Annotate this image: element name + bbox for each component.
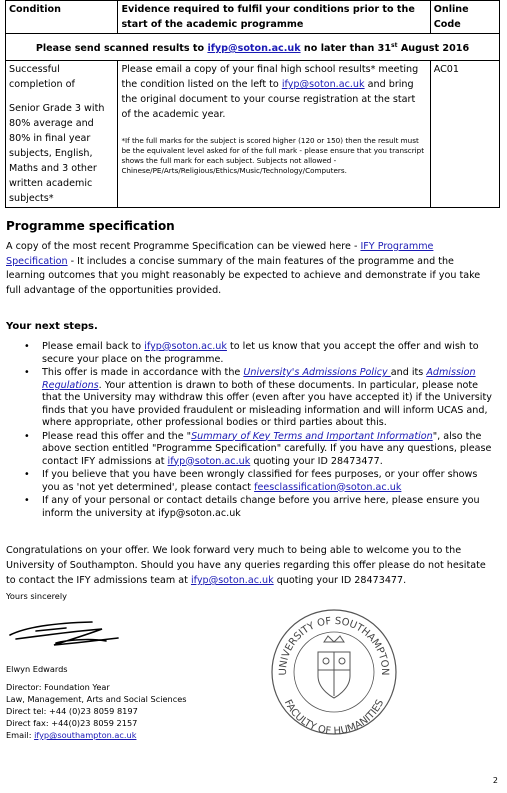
send-results-row — [6, 34, 500, 61]
list-item — [24, 469, 494, 494]
signatory-title: Director: Foundation Year — [6, 682, 110, 692]
condition-line1: Successful completion of — [9, 64, 75, 91]
svg-text:FACULTY OF HUMANITIES — [282, 698, 386, 737]
step4-text: If you believe that you have been wrongly classified for fees purposes, or your offer shows you as 'not yet determined', please contact — [42, 469, 478, 493]
step3-text-tail: quoting your ID 28473477. — [250, 455, 383, 467]
list-item — [24, 341, 494, 366]
yours-sincerely: Yours sincerely — [6, 591, 67, 601]
evidence-text: Please email a copy of your final high school results* meeting the condition listed on the left to — [121, 64, 419, 91]
condition-cell — [6, 61, 118, 208]
bullet-icon: • — [24, 469, 30, 480]
step3-text-mid: ", also the above section entitled "Programme Specification" carefully. If you have any questions, please contact IFY admissions at — [42, 430, 492, 467]
step2-text-tail: . Your attention is drawn to both of these documents. In particular, please note that the University may withdraw this offer (even after you have accepted it) if the University finds that you have provided fraudulent or misleading information and will inform UCAS and, where appropriate, other professional bodies or third parties about this. — [42, 379, 492, 428]
evidence-cell — [118, 61, 430, 208]
spec-text: A copy of the most recent Programme Specification can be viewed here - — [6, 241, 361, 252]
ify-programme-spec-link[interactable]: IFY Programme Specification — [6, 241, 434, 267]
table-header-row — [6, 1, 500, 34]
signatory-email-link[interactable]: ifyp@southampton.ac.uk — [34, 730, 137, 740]
evidence-email-link[interactable]: ifyp@soton.ac.uk — [281, 79, 365, 91]
signatory-fax: Direct fax: +44(0)23 8059 2157 — [6, 718, 138, 728]
fees-classification-link[interactable]: feesclassification@soton.ac.uk — [254, 481, 402, 493]
seal-bottom-text: FACULTY OF HUMANITIES — [281, 698, 387, 738]
step1-text: Please email back to — [42, 341, 145, 352]
closing-text: Congratulations on your offer. We look forward very much to being able to welcome you to the University of Southampton. Should you have any queries regarding this offer please do not hesitate to contact the IFY admissions team at — [6, 545, 486, 586]
header-condition: Condition — [6, 1, 118, 34]
send-results-pre: Please send scanned results to — [35, 43, 208, 55]
bullet-icon: • — [24, 341, 30, 352]
evidence-text-tail: and bring the original document to your course registration at the start of the academic year. — [121, 79, 416, 121]
bullet-icon: • — [24, 495, 30, 506]
programme-spec-paragraph — [6, 240, 496, 298]
header-evidence: Evidence required to fulfil your conditions prior to the start of the academic programme — [118, 1, 430, 34]
signatory-email-label: Email: — [6, 730, 35, 740]
step1-email-link[interactable]: ifyp@soton.ac.uk — [144, 341, 227, 352]
step2-text-mid: and its — [390, 367, 427, 378]
bullet-icon: • — [24, 430, 30, 442]
summary-key-terms-link[interactable]: Summary of Key Terms and Important Information — [191, 430, 433, 442]
step3-email-link[interactable]: ifyp@soton.ac.uk — [167, 455, 251, 467]
spec-text-tail: - It includes a concise summary of the main features of the programme and the learning outcomes that you might reasonably be expected to achieve and demonstrate if you take full advantage of the opportunities provided. — [6, 255, 481, 296]
admissions-policy-link[interactable]: University's Admissions Policy — [243, 367, 391, 378]
closing-email-link[interactable]: ifyp@soton.ac.uk — [190, 575, 274, 586]
signatory-block — [6, 663, 187, 741]
evidence-note: *If the full marks for the subject is scored higher (120 or 150) then the result must be the equivalent level asked for of the full mark - please ensure that you transcript shows the full mark for each subject. Subjects not allowed - Chinese/PE/Arts/Religious/Ethics/Music/Technology/Computers. — [121, 136, 425, 176]
university-seal-stamp — [266, 600, 402, 744]
step2-text: This offer is made in accordance with the — [42, 367, 244, 378]
seal-top-text: UNIVERSITY OF SOUTHAMPTON — [277, 615, 391, 676]
online-code-cell: AC01 — [430, 61, 499, 208]
crest-icon — [318, 636, 350, 698]
header-online-code: Online Code — [430, 1, 499, 34]
bullet-icon: • — [24, 367, 30, 378]
page-number: 2 — [492, 776, 498, 785]
signatory-tel: Direct tel: +44 (0)23 8059 8197 — [6, 706, 138, 716]
signatory-email-line — [6, 729, 187, 741]
handwritten-signature — [6, 613, 124, 653]
signatory-faculty: Law, Management, Arts and Social Sciences — [6, 694, 187, 704]
next-steps-heading: Your next steps. — [6, 321, 98, 332]
step3-text: Please read this offer and the " — [42, 430, 192, 442]
condition-line2: Senior Grade 3 with 80% average and 80% in final year subjects, English, Maths and 3 other written academic subjects* — [9, 103, 105, 205]
admission-regulations-link[interactable]: Admission Regulations — [42, 367, 476, 391]
send-results-email-link[interactable]: ifyp@soton.ac.uk — [207, 43, 301, 55]
send-results-deadline: no later than 31 — [300, 43, 392, 55]
next-steps-list — [24, 341, 494, 520]
conditions-table — [5, 0, 500, 208]
signatory-name: Elwyn Edwards — [6, 664, 68, 674]
table-row — [6, 61, 500, 208]
programme-spec-heading: Programme specification — [6, 219, 175, 233]
send-results-sup: st — [391, 42, 398, 49]
list-item — [24, 431, 494, 469]
list-item — [24, 367, 494, 430]
closing-text-tail: quoting your ID 28473477. — [273, 575, 407, 586]
send-results-deadline-tail: August 2016 — [397, 43, 470, 55]
list-item — [24, 495, 494, 520]
step1-text-tail: to let us know that you accept the offer and wish to secure your place on the programme. — [42, 341, 479, 365]
step5-text: If any of your personal or contact details change before you arrive here, please ensure you inform the university at ifyp@soton.ac.uk — [42, 495, 480, 519]
send-results-cell — [6, 34, 500, 61]
congratulations-paragraph — [6, 543, 498, 588]
